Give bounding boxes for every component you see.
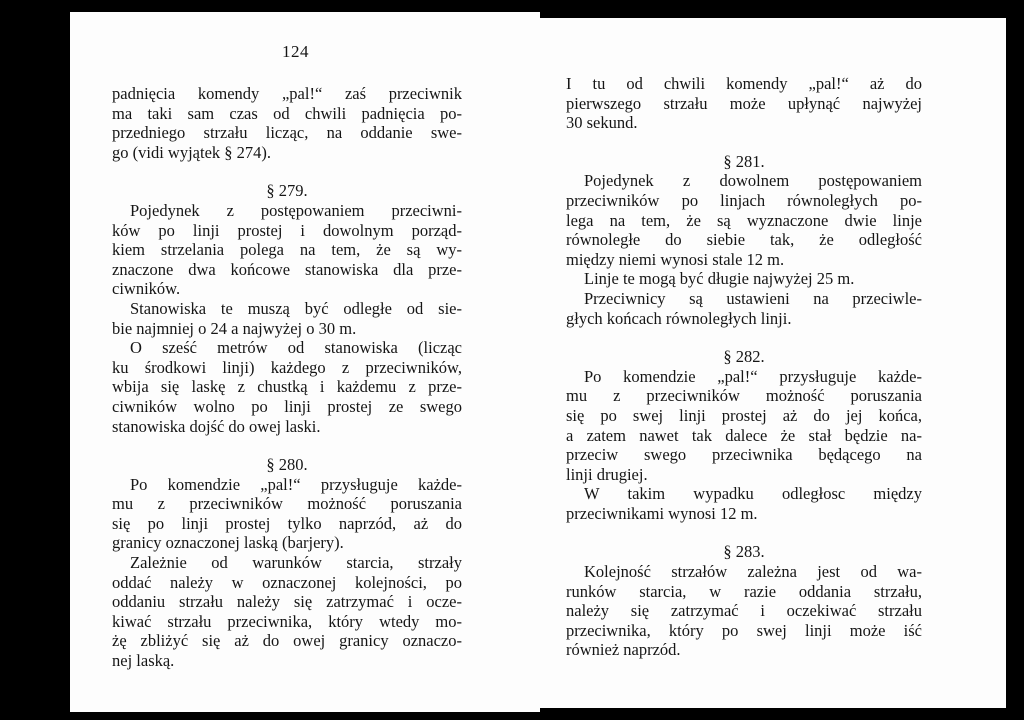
right-page — [540, 18, 1006, 708]
text-line: kiem strzelania polega na tem, że są wy- — [112, 240, 462, 260]
text-line: żę zbliżyć się aż do owej granicy oznaczo- — [112, 631, 462, 651]
text-line: Stanowiska te muszą być odległe od sie- — [130, 298, 462, 318]
text-line: Po komendzie „pal!“ przysługuje każde- — [130, 474, 462, 494]
text-line: ku środkowi linji) każdego z przeciwników, — [112, 357, 462, 377]
text-line: a zatem nawet tak dalece że stał będzie na- — [566, 425, 922, 445]
text-line: ków po linji prostej i dowolnym porząd- — [112, 220, 462, 240]
text-line: mu z przeciwników możność poruszania — [566, 386, 922, 406]
text-line: głych końcach równoległych linji. — [566, 308, 792, 328]
text-line: pierwszego strzału może upłynąć najwyżej — [566, 93, 922, 113]
text-line: należy się zatrzymać i oczekiwać strzału — [566, 601, 922, 621]
section-heading: § 280. — [266, 455, 308, 475]
text-line: oddać należy w oznaczonej kolejności, po — [112, 572, 462, 592]
text-line: wbija się laskę z chustką i każdemu z prze- — [112, 377, 462, 397]
text-line: lega na tem, że są wyznaczone dwie linje — [566, 210, 922, 230]
text-line: Linje te mogą być długie najwyżej 25 m. — [584, 269, 855, 289]
text-line: równoległe do siebie tak, że odległość — [566, 230, 922, 250]
text-line: mu z przeciwników możność poruszania — [112, 494, 462, 514]
text-line: oddaniu strzału należy się zatrzymać i ocze- — [112, 592, 462, 612]
text-line: ciwników wolno po linji prostej ze swego — [112, 396, 462, 416]
text-line: Przeciwnicy są ustawieni na przeciwle- — [584, 288, 922, 308]
section-heading: § 282. — [723, 347, 765, 367]
text-line: się po linji prostej tylko naprzód, aż do — [112, 513, 462, 533]
text-line: go (vidi wyjątek § 274). — [112, 142, 272, 162]
section-heading: § 283. — [723, 542, 765, 562]
text-line: O sześć metrów od stanowiska (licząc — [130, 338, 462, 358]
text-line: W takim wypadku odległosc między — [584, 484, 922, 504]
text-line: 30 sekund. — [566, 113, 638, 133]
text-line: runków starcia, w razie oddania strzału, — [566, 581, 922, 601]
text-line: Pojedynek z dowolnem postępowaniem — [584, 171, 922, 191]
text-line: granicy oznaczonej laską (barjery). — [112, 533, 344, 553]
text-line: stanowiska dojść do owej laski. — [112, 416, 321, 436]
text-line: przeciwnikami wynosi 12 m. — [566, 503, 758, 523]
section-heading: § 281. — [723, 151, 765, 171]
text-line: Pojedynek z postępowaniem przeciwni- — [130, 200, 462, 220]
text-line: się po swej linji prostej aż do jej końca, — [566, 405, 922, 425]
text-line: bie najmniej o 24 a najwyżej o 30 m. — [112, 318, 357, 338]
text-line: znaczone dwa końcowe stanowiska dla prze- — [112, 259, 462, 279]
text-line: przeciwnika, który po swej linji może iść — [566, 620, 922, 640]
page-number: 124 — [282, 42, 309, 61]
text-line: przedniego strzału licząc, na oddanie swe- — [112, 123, 462, 143]
text-line: również naprzód. — [566, 640, 681, 660]
text-line: padnięcia komendy „pal!“ zaś przeciwnik — [112, 84, 462, 103]
text-line: I tu od chwili komendy „pal!“ aż do — [566, 74, 922, 93]
text-line: Po komendzie „pal!“ przysługuje każde- — [584, 366, 922, 386]
text-line: między niemi wynosi stale 12 m. — [566, 249, 785, 269]
text-line: Kolejność strzałów zależna jest od wa- — [584, 562, 922, 582]
text-line: nej laską. — [112, 651, 175, 671]
text-line: kiwać strzału przeciwnika, który wtedy mo- — [112, 611, 462, 631]
text-line: Zależnie od warunków starcia, strzały — [130, 553, 462, 573]
text-line: ciwników. — [112, 279, 181, 299]
left-page-text — [112, 84, 462, 671]
text-line: linji drugiej. — [566, 464, 648, 484]
text-line: przeciwników po linjach równoległych po- — [566, 190, 922, 210]
right-page-text — [566, 74, 922, 660]
text-line: przeciw swego przeciwnika będącego na — [566, 445, 922, 465]
text-line: ma taki sam czas od chwili padnięcia po- — [112, 103, 462, 123]
left-page — [70, 12, 540, 712]
section-heading: § 279. — [266, 181, 308, 201]
